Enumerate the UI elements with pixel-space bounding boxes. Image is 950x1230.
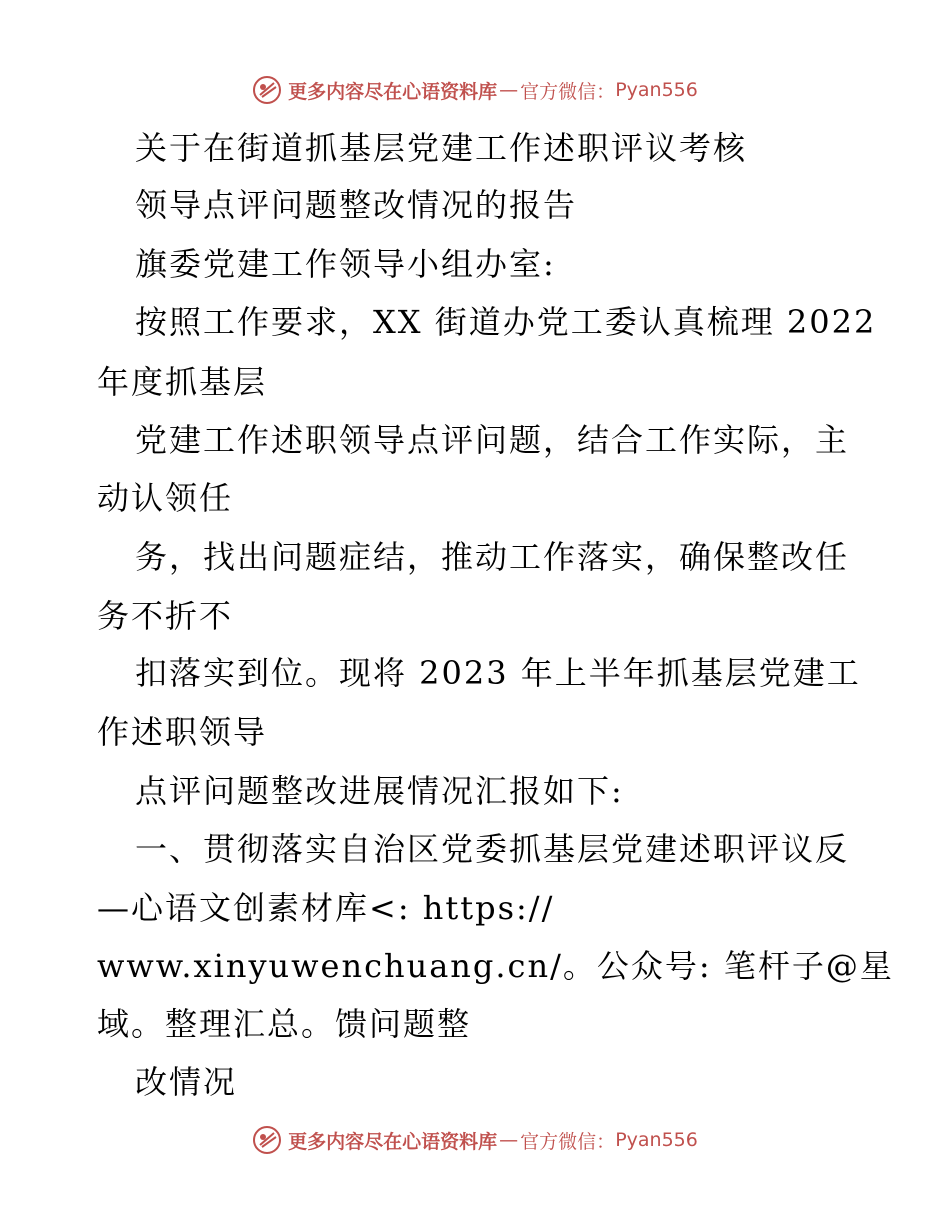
paragraph-1-line-a: 按照工作要求，XX 街道办党工委认真梳理 2022 xyxy=(135,303,877,341)
paragraph-1-line-b: 年度抓基层 xyxy=(97,363,268,401)
document-title-line-1: 关于在街道抓基层党建工作述职评议考核 xyxy=(135,129,748,167)
section-1-heading-line-c: www.xinyuwenchuang.cn/。公众号: 笔杆子@星 xyxy=(97,947,894,985)
footer-watermark xyxy=(0,1120,950,1160)
recipient-line: 旗委党建工作领导小组办室: xyxy=(135,245,556,283)
watermark-main-text: 更多内容尽在心语资料库 xyxy=(288,1130,498,1153)
watermark-main-text: 更多内容尽在心语资料库 xyxy=(288,80,498,103)
watermark-wechat-id: Pyan556 xyxy=(615,79,698,101)
paragraph-2-line-b: 动认领任 xyxy=(97,479,234,517)
watermark-dash: — xyxy=(499,79,519,101)
watermark-wechat-id: Pyan556 xyxy=(615,1129,698,1151)
paragraph-3-line-b: 务不折不 xyxy=(97,597,234,635)
section-1-heading-line-b: —心语文创素材库<: https:// xyxy=(97,889,555,927)
section-1-heading-line-d: 域。整理汇总。馈问题整 xyxy=(97,1005,472,1043)
paragraph-5-line: 点评问题整改进展情况汇报如下: xyxy=(135,772,624,810)
paragraph-3-line-a: 务，找出问题症结，推动工作落实，确保整改任 xyxy=(135,538,850,576)
watermark-dash: — xyxy=(499,1129,519,1151)
section-1-heading-line-a: 一、贯彻落实自治区党委抓基层党建述职评议反 xyxy=(135,830,850,868)
seal-logo-icon xyxy=(252,1125,282,1155)
section-1-heading-line-e: 改情况 xyxy=(135,1063,238,1101)
document-title-line-2: 领导点评问题整改情况的报告 xyxy=(135,186,578,224)
watermark-wechat-label: 官方微信： xyxy=(520,80,616,103)
paragraph-4-line-a: 扣落实到位。现将 2023 年上半年抓基层党建工 xyxy=(135,654,861,692)
paragraph-4-line-b: 作述职领导 xyxy=(97,713,268,751)
watermark-wechat-label: 官方微信： xyxy=(520,1130,616,1153)
paragraph-2-line-a: 党建工作述职领导点评问题，结合工作实际，主 xyxy=(135,421,850,459)
